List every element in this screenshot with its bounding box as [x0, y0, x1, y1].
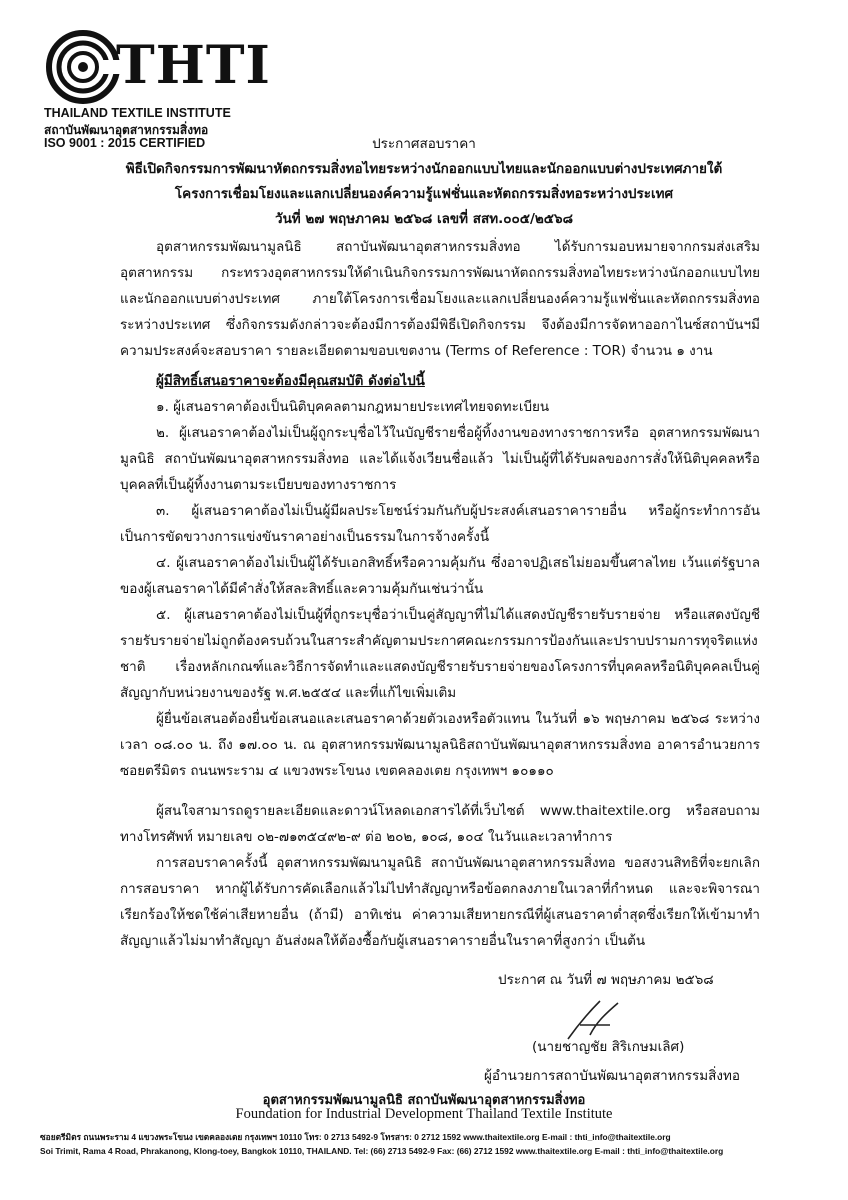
footer-org-en: Foundation for Industrial Development Thailand Textile Institute: [235, 1106, 613, 1122]
signatory-name: (นายชาญชัย สิริเกษมเลิศ): [532, 1039, 685, 1055]
reservation-paragraph: การสอบราคาครั้งนี้ อุตสาหกรรมพัฒนามูลนิธิ สถาบันพัฒนาอุตสาหกรรมสิ่งทอ ขอสงวนสิทธิที่จะยกเลิกการสอบราคา หากผู้ได้รับการคัดเลือกแล้วไม่ไปทำสัญญาหรือข้อตกลงภายในเวลาที่กำหนด และจะพิจารณาเรียกร้องให้ชดใช้ค่าเสียหายอื่น (ถ้ามี) อาทิเช่น ค่าความเสียหายกรณีที่ผู้เสนอราคาต่ำสุดซึ่งเรียกให้เข้ามาทำสัญญาแล้วไม่มาทำสัญญา อันส่งผลให้ต้องซื้อกับผู้เสนอราคารายอื่นในราคาที่สูงกว่า เป็นต้น: [120, 855, 760, 949]
document-date-number: วันที่ ๒๗ พฤษภาคม ๒๕๖๘ เลขที่ สสท.๐๐๕/๒๕๖๘: [275, 211, 573, 227]
footer-address-th: ซอยตรีมิตร ถนนพระราม 4 แขวงพระโขนง เขตคลองเตย กรุงเทพฯ 10110 โทร: 0 2713 5492-9 โทรสาร: 0 2712 1592 www.thaitextile.org E-mail : thti_info@thaitextile.org: [40, 1132, 671, 1142]
qualification-item-1: ๑. ผู้เสนอราคาต้องเป็นนิติบุคคลตามกฎหมายประเทศไทยจดทะเบียน: [156, 399, 550, 415]
document-title: ประกาศสอบราคา: [372, 136, 476, 152]
logo-name-en: THAILAND TEXTILE INSTITUTE: [44, 106, 231, 120]
subject-line-1: พิธีเปิดกิจกรรมการพัฒนาหัตถกรรมสิ่งทอไทยระหว่างนักออกแบบไทยและนักออกแบบต่างประเทศภายใต้: [125, 161, 723, 177]
logo-wordmark: THTI: [116, 35, 271, 96]
subject-line-2: โครงการเชื่อมโยงและแลกเปลี่ยนองค์ความรู้แฟชั่นและหัตถกรรมสิ่งทอระหว่างประเทศ: [174, 186, 674, 202]
footer-address-en: Soi Trimit, Rama 4 Road, Phrakanong, Klong-toey, Bangkok 10110, THAILAND. Tel: (66) 2713 5492-9 Fax: (66) 2712 1592 www.thaitextile.org E-mail : thti_info@thaitextile.org: [40, 1146, 724, 1156]
qualification-item-5: ๕. ผู้เสนอราคาต้องไม่เป็นผู้ที่ถูกระบุชื่อว่าเป็นคู่สัญญาที่ไม่ได้แสดงบัญชีรายรับรายจ่าย หรือแสดงบัญชี รายรับรายจ่ายไม่ถูกต้องครบถ้วนในสาระสำคัญตามประกาศคณะกรรมการป้องกันและปราบปรามการทุจริตแห่งชาติ เรื่องหลักเกณฑ์และวิธีการจัดทำและแสดงบัญชีรายรับรายจ่ายของโครงการที่บุคคลหรือนิติบุคคลเป็นคู่สัญญากับหน่วยงานของรัฐ พ.ศ.๒๕๕๔ และที่แก้ไขเพิ่มเติม: [120, 607, 760, 701]
logo-name-th: สถาบันพัฒนาอุตสาหกรรมสิ่งทอ: [44, 123, 209, 137]
qualification-item-2: ๒. ผู้เสนอราคาต้องไม่เป็นผู้ถูกระบุชื่อไว้ในบัญชีรายชื่อผู้ทิ้งงานของทางราชการหรือ อุตสาหกรรมพัฒนามูลนิธิ สถาบันพัฒนาอุตสาหกรรมสิ่งทอ และได้แจ้งเวียนชื่อแล้ว ไม่เป็นผู้ที่ได้รับผลของการสั่งให้นิติบุคคลหรือบุคคลที่เป็นผู้ทิ้งงานตามระเบียบของทางราชการ: [120, 425, 760, 493]
qualifications-heading: ผู้มีสิทธิ์เสนอราคาจะต้องมีคุณสมบัติ ดังต่อไปนี้: [156, 373, 425, 389]
intro-paragraph: อุตสาหกรรมพัฒนามูลนิธิ สถาบันพัฒนาอุตสาหกรรมสิ่งทอ ได้รับการมอบหมายจากกรมส่งเสริมอุตสาหกรรม กระทรวงอุตสาหกรรมให้ดำเนินกิจกรรมการพัฒนาหัตถกรรมสิ่งทอไทยระหว่างนักออกแบบไทยและนักออกแบบต่างประเทศ ภายใต้โครงการเชื่อมโยงและแลกเปลี่ยนองค์ความรู้แฟชั่นและหัตถกรรมสิ่งทอระหว่างประเทศ ซึ่งกิจกรรมดังกล่าวจะต้องมีการต้องมีพิธีเปิดกิจกรรม จึงต้องมีการจัดหาออกาไนซ์สถาบันฯมีความประสงค์จะสอบราคา รายละเอียดตามขอบเขตงาน (Terms of Reference : TOR) จำนวน ๑ งาน: [120, 239, 760, 359]
spiral-logo-icon: [46, 30, 120, 104]
submission-paragraph: ผู้ยื่นข้อเสนอต้องยื่นข้อเสนอและเสนอราคาด้วยตัวเองหรือตัวแทน ในวันที่ ๑๖ พฤษภาคม ๒๕๖๘ ระหว่างเวลา ๐๘.๐๐ น. ถึง ๑๗.๐๐ น. ณ อุตสาหกรรมพัฒนามูลนิธิสถาบันพัฒนาอุตสาหกรรมสิ่งทอ อาคารอำนวยการ ซอยตรีมิตร ถนนพระราม ๔ แขวงพระโขนง เขตคลองเตย กรุงเทพฯ ๑๐๑๑๐: [120, 711, 760, 779]
signatory-position: ผู้อำนวยการสถาบันพัฒนาอุตสาหกรรมสิ่งทอ: [484, 1068, 741, 1084]
iso-certification: ISO 9001 : 2015 CERTIFIED: [44, 136, 206, 150]
announcement-date: ประกาศ ณ วันที่ ๗ พฤษภาคม ๒๕๖๘: [498, 972, 714, 988]
footer-org-th: อุตสาหกรรมพัฒนามูลนิธิ สถาบันพัฒนาอุตสาหกรรมสิ่งทอ: [262, 1093, 586, 1108]
qualification-item-3: ๓. ผู้เสนอราคาต้องไม่เป็นผู้มีผลประโยชน์ร่วมกันกับผู้ประสงค์เสนอราคารายอื่น หรือผู้กระทำการอันเป็นการขัดขวางการแข่งขันราคาอย่างเป็นธรรมในการจ้างครั้งนี้: [120, 503, 760, 545]
document-body: [120, 234, 760, 954]
contact-paragraph: ผู้สนใจสามารถดูรายละเอียดและดาวน์โหลดเอกสารได้ที่เว็บไซต์ www.thaitextile.org หรือสอบถามทางโทรศัพท์ หมายเลข ๐๒-๗๑๓๕๔๙๒-๙ ต่อ ๒๐๒, ๑๐๘, ๑๐๔ ในวันและเวลาทำการ: [120, 803, 760, 845]
qualification-item-4: ๔. ผู้เสนอราคาต้องไม่เป็นผู้ได้รับเอกสิทธิ์หรือความคุ้มกัน ซึ่งอาจปฏิเสธไม่ยอมขึ้นศาลไทย เว้นแต่รัฐบาลของผู้เสนอราคาได้มีคำสั่งให้สละสิทธิ์และความคุ้มกันเช่นว่านั้น: [120, 555, 760, 597]
